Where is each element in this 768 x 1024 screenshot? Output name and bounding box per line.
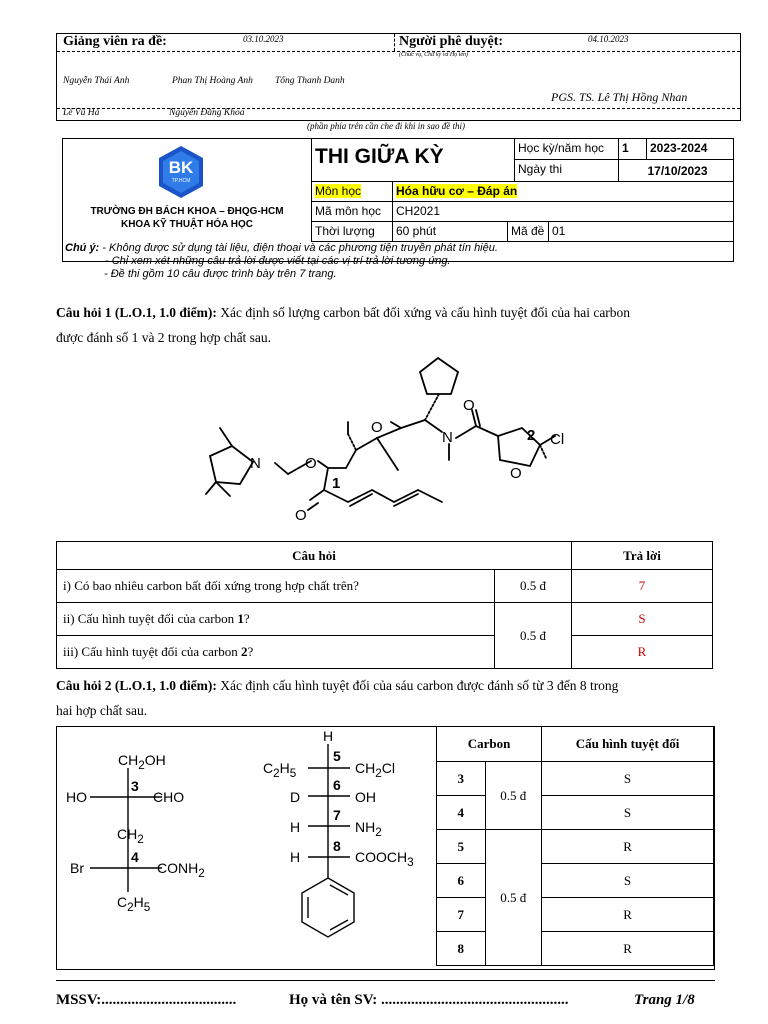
group-label: D (290, 789, 301, 805)
group-label: $CH_2Cl$ (355, 760, 395, 780)
group-label: OH (355, 789, 376, 805)
carbon-1-label: 1 (332, 475, 341, 492)
table-row (57, 570, 713, 603)
question-2-text (56, 673, 716, 723)
question-1-heading: Câu hỏi 1 (L.O.1, 1.0 điểm): (56, 305, 217, 320)
atom-label: O (295, 507, 307, 524)
group-label: CHO (153, 789, 185, 805)
logo-text: BK (168, 158, 194, 177)
points-cell: 0.5 đ (485, 830, 542, 966)
atom-label: N (442, 429, 453, 446)
university-logo (157, 145, 205, 199)
code-value: CH2021 (392, 201, 734, 222)
question-1-line: Xác định số lượng carbon bất đối xứng và cấu hình tuyệt đối của hai carbon (220, 305, 631, 320)
points-cell: 0.5 đ (485, 762, 542, 830)
answer-cell: R (542, 932, 714, 966)
exam-date: 17/10/2023 (618, 159, 734, 182)
molecule-1 (180, 350, 600, 530)
lecturer-name: Tống Thanh Danh (275, 76, 345, 86)
question-cell: ii) Cấu hình tuyệt đối của carbon 1? (57, 603, 495, 636)
group-label: H (290, 819, 301, 835)
atom-label: O (463, 397, 475, 414)
lecturer-name: Phan Thị Hoàng Anh (172, 76, 253, 86)
answer-cell: S (542, 762, 714, 796)
approver-sub: (Chức vụ, Chữ ký và Họ tên) (399, 52, 469, 58)
approval-box (56, 33, 741, 121)
faculty-name: KHOA KỸ THUẬT HÓA HỌC (120, 219, 254, 230)
carbon-4-label: 4 (131, 849, 139, 865)
lecturer-date: 03.10.2023 (243, 34, 284, 44)
semester-value: 1 (618, 138, 647, 160)
question-1-text (56, 300, 716, 350)
answer-cell: 7 (572, 570, 713, 603)
duration-value: 60 phút (392, 221, 508, 242)
note-line: - Đề thi gồm 10 câu được trình bày trên 7 trang. (104, 268, 337, 280)
subject-label: Môn học (315, 184, 362, 198)
table-row (57, 636, 713, 669)
answer-cell: S (542, 796, 714, 830)
notes-label: Chú ý: (65, 242, 100, 254)
group-label: $NH_2$ (355, 819, 382, 839)
question-1-line: được đánh số 1 và 2 trong hợp chất sau. (56, 330, 272, 345)
col-header-question: Câu hỏi (57, 542, 572, 570)
carbon-6-label: 6 (333, 777, 341, 793)
print-note: (phần phía trên cần che đi khi in sao đề thi) (307, 121, 465, 131)
table-row: 4 S (437, 796, 714, 830)
carbon-7-label: 7 (333, 807, 341, 823)
carbon-2-label: 2 (527, 427, 536, 444)
answer-cell: R (572, 636, 713, 669)
note-line: - Chỉ xem xét những câu trả lời được viết tại các vị trí trả lời tương ứng. (105, 255, 451, 267)
question-2-heading: Câu hỏi 2 (L.O.1, 1.0 điểm): (56, 678, 217, 693)
notes-block (65, 242, 731, 255)
group-label: H (323, 728, 334, 744)
version-value: 01 (548, 221, 734, 242)
approver-name: PGS. TS. Lê Thị Hồng Nhan (551, 90, 688, 104)
group-label: Br (70, 860, 84, 876)
question-2-table (436, 726, 714, 966)
carbon-3-label: 3 (131, 778, 139, 794)
footer-rule (56, 980, 715, 981)
lecturer-label: Giảng viên ra đề: (63, 34, 167, 49)
atom-label: O (510, 465, 522, 482)
table-row (57, 603, 713, 636)
carbon-5-label: 5 (333, 748, 341, 764)
question-cell: i) Có bao nhiêu carbon bất đối xứng trong hợp chất trên? (57, 570, 495, 603)
group-label: H (290, 849, 301, 865)
approver-label: Người phê duyệt: (399, 34, 504, 49)
duration-label: Thời lượng (311, 221, 393, 242)
points-cell: 0.5 đ (495, 603, 572, 669)
answer-cell: S (572, 603, 713, 636)
col-header-config: Cấu hình tuyệt đối (542, 727, 714, 762)
atom-label: N (250, 455, 261, 472)
question-cell: iii) Cấu hình tuyệt đối của carbon 2? (57, 636, 495, 669)
lecturer-name: Nguyễn Đăng Khoa (169, 108, 245, 118)
col-header-answer: Trả lời (572, 542, 713, 570)
date-label: Ngày thi (514, 159, 619, 182)
year-value: 2023-2024 (646, 138, 734, 160)
semester-label: Học kỳ/năm học (514, 138, 619, 160)
col-header-carbon: Carbon (437, 727, 542, 762)
question-1-table (56, 541, 713, 669)
atom-label: O (305, 455, 317, 472)
code-label: Mã môn học (311, 201, 393, 222)
group-label: $CH_2OH$ (118, 752, 166, 772)
subject-value: Hóa hữu cơ – Đáp án (396, 184, 518, 198)
question-2-line: hai hợp chất sau. (56, 703, 148, 718)
table-row: 8 R (437, 932, 714, 966)
group-label: $CH_2$ (117, 826, 144, 846)
answer-cell: R (542, 830, 714, 864)
table-row: 3 0.5 đ S (437, 762, 714, 796)
approver-date: 04.10.2023 (588, 34, 629, 44)
note-line: - Không được sử dụng tài liệu, điện thoại và các phương tiện truyền phát tín hiệu. (102, 242, 498, 254)
exam-title: THI GIỮA KỲ (311, 138, 515, 182)
footer-name: Họ và tên SV: .................................................. (289, 992, 569, 1008)
group-label: $C_2H_5$ (263, 760, 297, 780)
exam-header (62, 138, 734, 267)
footer-mssv: MSSV:.................................... (56, 992, 237, 1008)
group-label: $CONH_2$ (157, 860, 205, 880)
lecturer-name: Nguyễn Thái Anh (63, 76, 130, 86)
answer-cell: R (542, 898, 714, 932)
school-name: TRƯỜNG ĐH BÁCH KHOA – ĐHQG-HCM (90, 206, 284, 217)
group-label: $COOCH_3$ (355, 849, 414, 869)
logo-sub: TP.HCM (171, 178, 191, 184)
points-cell: 0.5 đ (495, 570, 572, 603)
footer-page: Trang 1/8 (634, 992, 695, 1008)
atom-label: O (371, 419, 383, 436)
answer-cell: S (542, 864, 714, 898)
lecturer-name: Lê Vũ Hà (63, 108, 100, 118)
question-2-line: Xác định cấu hình tuyệt đối của sáu carbon được đánh số từ 3 đến 8 trong (220, 678, 619, 693)
carbon-8-label: 8 (333, 838, 341, 854)
table-row: 7 R (437, 898, 714, 932)
atom-label: Cl (550, 431, 565, 448)
group-label: HO (66, 789, 87, 805)
version-label: Mã đề (507, 221, 549, 242)
table-row: 6 S (437, 864, 714, 898)
table-row: 5 0.5 đ R (437, 830, 714, 864)
group-label: $C_2H_5$ (117, 894, 151, 914)
